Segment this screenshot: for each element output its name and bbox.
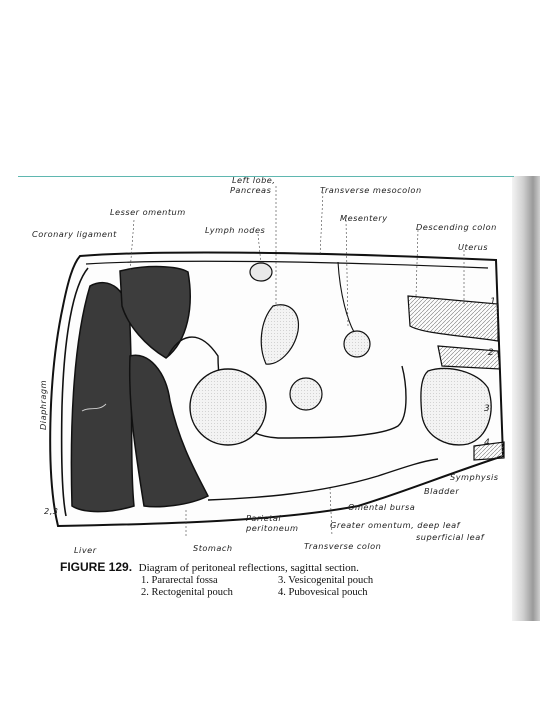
label-mark-23: 2,3: [44, 506, 59, 516]
label-pancreas: Pancreas: [230, 185, 272, 195]
label-coronary-ligament: Coronary ligament: [32, 229, 117, 239]
caption-list-2: [278, 575, 373, 598]
label-stomach: Stomach: [193, 543, 233, 553]
label-liver: Liver: [74, 545, 97, 555]
label-parietal: Parietal: [246, 513, 282, 523]
mesentery-loop: [344, 331, 370, 357]
caption-item: 2. Rectogenital pouch: [141, 586, 233, 598]
caption-item: 3. Vesicogenital pouch: [278, 575, 374, 586]
label-superficial-leaf: superficial leaf: [416, 532, 485, 542]
label-bladder: Bladder: [424, 486, 460, 496]
label-left-lobe: Left lobe,: [232, 175, 276, 185]
label-diaphragm: Diaphragm: [38, 379, 48, 430]
label-transverse-mesocolon: Transverse mesocolon: [320, 185, 422, 195]
label-mesentery: Mesentery: [340, 213, 388, 223]
caption-item: 4. Pubovesical pouch: [278, 586, 368, 598]
caption-list-1: [141, 575, 233, 598]
label-descending-colon: Descending colon: [416, 222, 497, 232]
bladder-shape: [421, 368, 491, 444]
label-symphysis: Symphysis: [450, 472, 499, 482]
scan-page-edge: [512, 176, 540, 621]
jejunum-loop: [290, 378, 322, 410]
label-uterus: Uterus: [458, 242, 489, 252]
lymph-node-cluster: [250, 263, 272, 281]
label-transverse-colon: Transverse colon: [304, 541, 382, 551]
number-3: 3: [484, 404, 490, 414]
number-4: 4: [484, 438, 490, 448]
label-omental-bursa: Omental bursa: [348, 502, 416, 512]
caption-item: 1. Pararectal fossa: [141, 575, 218, 586]
label-peritoneum: peritoneum: [246, 523, 299, 533]
figure-title: Diagram of peritoneal reflections, sagittal section.: [138, 562, 359, 574]
transverse-colon: [190, 369, 266, 445]
figure-number: FIGURE 129.: [60, 560, 133, 574]
number-1: 1: [490, 297, 496, 307]
figure-caption: [60, 560, 500, 598]
label-lesser-omentum: Lesser omentum: [110, 207, 186, 217]
number-2: 2: [488, 348, 494, 358]
label-greater-omentum-deep: Greater omentum, deep leaf: [330, 520, 461, 530]
label-lymph-nodes: Lymph nodes: [205, 225, 266, 235]
